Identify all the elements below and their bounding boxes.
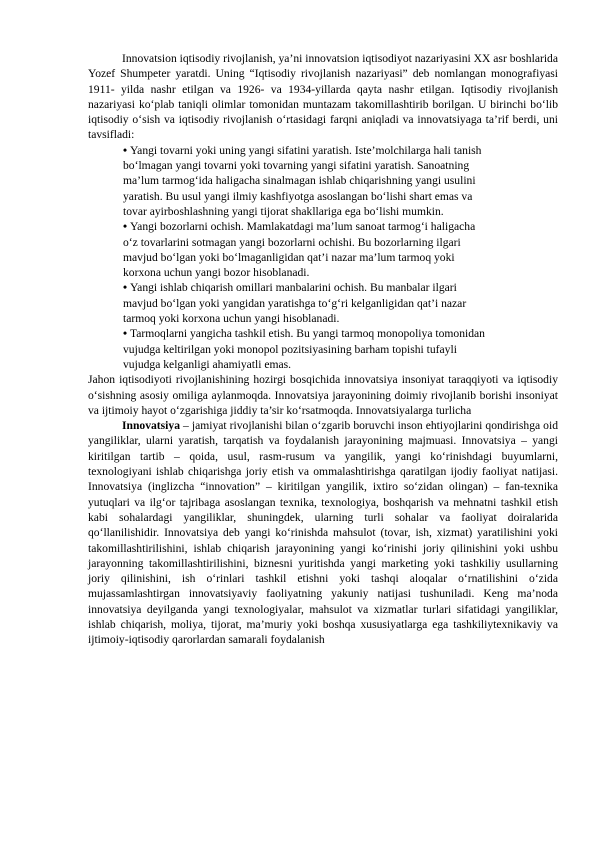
bullet-icon: • — [123, 143, 130, 157]
list-item — [123, 326, 491, 372]
list-item-text: Tarmoqlarni yangicha tashkil etish. Bu yangi tarmoq monopoliya tomonidan vujudga keltirilgan yoki monopol pozitsiyasining barham topishi tufayli vujudga kelganligi ahamiyatli emas. — [123, 327, 485, 371]
list-item-text: Yangi bozorlarni ochish. Mamlakatdagi ma’lum sanoat tarmog‘i haligacha o‘z tovarlarini sotmagan yangi bozorlarni ochishi. Bu bozorlarning ilgari mavjud bo‘lgan yoki bo‘lmaganligidan qat’i nazar ma’lum tarmoq yoki korxona uchun yangi bozor hisoblanadi. — [123, 220, 476, 280]
innovation-types-list — [123, 143, 491, 372]
bullet-icon: • — [123, 327, 130, 341]
after-list-paragraph: Jahon iqtisodiyoti rivojlanishining hozirgi bosqichida innovatsiya insoniyat taraqqiyoti va iqtisodiy o‘sishning asosiy omiliga aylanmoqda. Innovatsiya jarayonining doimiy rivojlanib borishi insoniyat va ijtimoiy hayot o‘zgarishiga jiddiy ta’sir ko‘rsatmoqda. Innovatsiyalarga turlicha — [88, 373, 558, 417]
intro-paragraph: Innovatsion iqtisodiy rivojlanish, ya’ni innovatsion iqtisodiyot nazariyasini XX asr boshlarida Yozef Shumpeter yaratdi. Uning “Iqtisodiy rivojlanish nazariyasi” deb nomlangan monografiyasi 1911- yilda nashr etilgan va 1926- va 1934-yillarda qayta nashr etilgan. Iqtisodiy rivojlanish nazariyasi ko‘plab taniqli olimlar tomonidan muntazam takomillashtirib borilgan. U birinchi bo‘lib iqtisodiy o‘sish va iqtisodiy rivojlanish o‘rtasidagi farqni aniqladi va innovatsiyaga ta’rif berdi, uni tavsifladi: — [88, 52, 558, 142]
definition-text: – jamiyat rivojlanishi bilan o‘zgarib boruvchi inson ehtiyojlarini qondirishga oid yangiliklar, ularni yaratish, tarqatish va foydalanish jarayonining majmuasi. Innovatsiya – yangi kiritilgan tartib – qoida, usul, rasm-rusum va yangilik, yangi ko‘rinishdagi buyumlarni, texnologiyani ishlab chiqarishga joriy etish va ommalashtirishga qaratilgan ijodiy faoliyat natijasi. Innovatsiya (inglizcha “innovation” – kiritilgan yangilik, ixtiro so‘zidan olingan) – fan-texnika yutuqlari va ilg‘or tajribaga asoslangan texnika, texnologiya, boshqarish va mehnatni tashkil etish kabi sohalardagi yangiliklar, shuningdek, ularning turli sohalar va faoliyat doiralarida qo‘llanilishidir. Innovatsiya deb yangi ko‘rinishda mahsulot (tovar, ish, xizmat) yaratilishini yoki takomillashtirilishini, ishlab chiqarish jarayonining yangi ko‘rinishi joriy qilinishini yoki ushbu jarayonning takomillashtirilishini, biznesni yuritishda yangi marketing yoki tashkiliy usullarning joriy qilinishini, ish o‘rinlari tashkil etishni yoki tashqi aloqalar o‘rnatilishini o‘zida mujassamlashtirgan innovatsiyaviy faoliyatning yakuniy natijasi tushuniladi. Keng ma’noda innovatsiya deyilganda yangi texnologiyalar, mahsulot va xizmatlar turlari sifatidagi yangiliklar, ishlab chiqarish, moliya, tijorat, ma’muriy yoki boshqa xususiyatlarga ega tashkiliytexnikaviy va ijtimoiy-iqtisodiy qarorlardan samarali foydalanish — [88, 419, 558, 647]
list-item — [123, 280, 491, 326]
list-item-text: Yangi ishlab chiqarish omillari manbalarini ochish. Bu manbalar ilgari mavjud bo‘lgan yoki yangidan yaratishga to‘g‘ri kelganligidan qat’i nazar tarmoq yoki korxona uchun yangi hisoblanadi. — [123, 281, 467, 326]
list-item — [123, 219, 491, 280]
bullet-icon: • — [123, 281, 130, 295]
document-body — [88, 51, 558, 648]
definition-paragraph — [88, 418, 558, 647]
list-item — [123, 143, 491, 219]
definition-term: Innovatsiya — [122, 419, 180, 433]
list-item-text: Yangi tovarni yoki uning yangi sifatini yaratish. Iste’molchilarga hali tanish bo‘lmagan yangi tovarni yoki tovarning yangi sifatini yaratish. Sanoatning ma’lum tarmog‘ida haligacha sinalmagan ishlab chiqarishning yangi usulini yaratish. Bu usul yangi ilmiy kashfiyotga asoslangan bo‘lishi shart emas va tovar ayirboshlashning yangi tijorat shakllariga ega bo‘lishi mumkin. — [123, 143, 482, 218]
bullet-icon: • — [123, 220, 130, 234]
